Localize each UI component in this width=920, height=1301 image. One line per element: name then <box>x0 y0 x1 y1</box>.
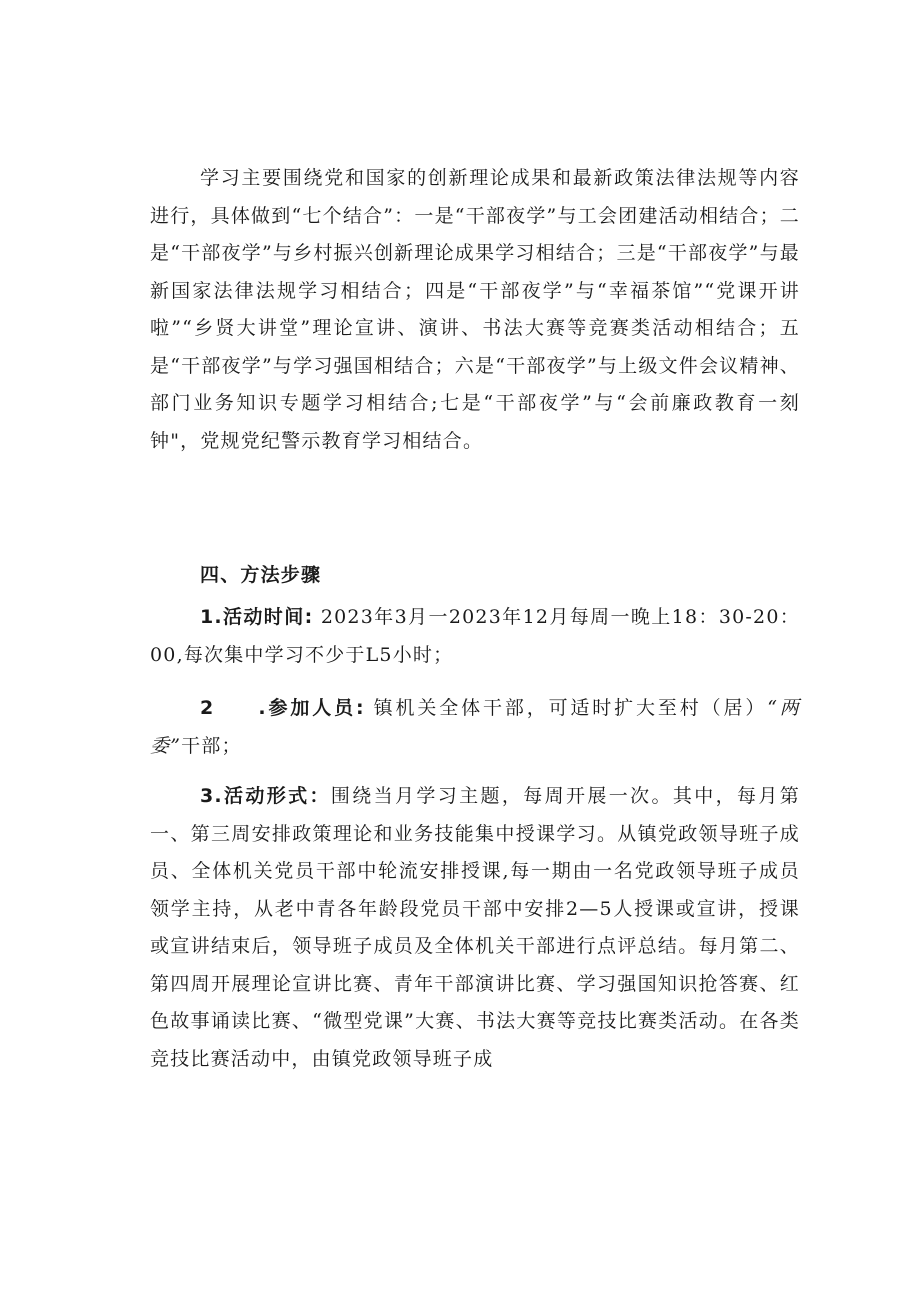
item-participants-label: .参加人员: <box>258 697 365 719</box>
item-participants <box>150 690 800 765</box>
item-activity-time-text: 2023年3月一2023年12月每周一晚上18：30-20：00,每次集中学习不少于L5小时； <box>150 606 801 666</box>
item-participants-tail: 干部； <box>181 734 242 757</box>
item-participants-number: 2 <box>200 697 215 719</box>
item-activity-form-label: 3.活动形式： <box>200 785 331 807</box>
item-activity-form-text: 围绕当月学习主题，每周开展一次。其中，每月第一、第三周安排政策理论和业务技能集中授课学习。从镇党政领导班子成员、全体机关党员干部中轮流安排授课,每一期由一名党政领导班子成员领学主持，从老中青各年龄段党员干部中安排2—5人授课或宣讲，授课或宣讲结束后，领导班子成员及全体机关干部进行点评总结。每月第二、第四周开展理论宣讲比赛、青年干部演讲比赛、学习强国知识抢答赛、红色故事诵读比赛、“微型党课”大赛、书法大赛等竞技比赛类活动。在各类竞技比赛活动中，由镇党政领导班子成 <box>150 785 801 1070</box>
section-heading: 四、方法步骤 <box>200 564 322 586</box>
item-activity-time <box>150 599 800 674</box>
item-activity-form <box>150 778 800 1078</box>
paragraph-seven-combinations: 学习主要围绕党和国家的创新理论成果和最新政策法律法规等内容进行，具体做到“七个结合”：一是“干部夜学”与工会团建活动相结合；二是“干部夜学”与乡村振兴创新理论成果学习相结合；三是“干部夜学”与最新国家法律法规学习相结合；四是“干部夜学”与“幸福茶馆”“党课开讲啦”“乡贤大讲堂”理论宣讲、演讲、书法大赛等竞赛类活动相结合；五是“干部夜学”与学习强国相结合；六是“干部夜学”与上级文件会议精神、部门业务知识专题学习相结合;七是“干部夜学”与“会前廉政教育一刻钟"，党规党纪警示教育学习相结合。 <box>150 167 800 452</box>
item-activity-time-label: 1.活动时间: <box>200 606 314 628</box>
item-participants-text: 镇机关全体干部，可适时扩大至村（居） <box>364 697 768 719</box>
item-participants-quoted: “两委” <box>150 697 800 757</box>
